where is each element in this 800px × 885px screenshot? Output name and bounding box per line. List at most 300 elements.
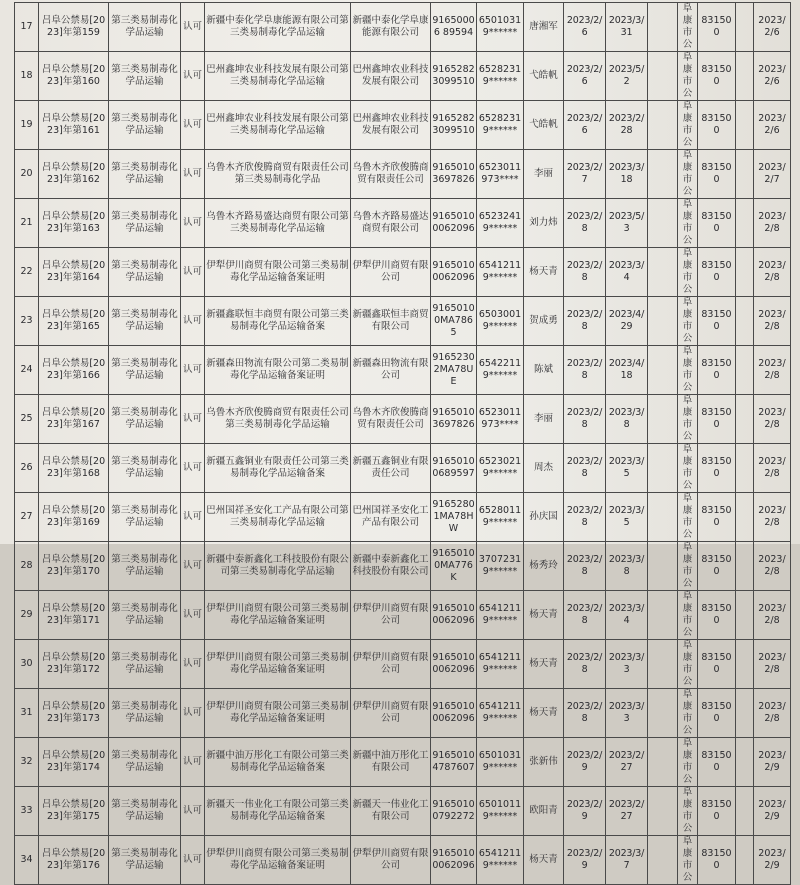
permit-title: 新疆中泰化学阜康能源有限公司第三类易制毒化学品运输 [205,3,351,52]
row-number: 23 [15,297,39,346]
id-number: 6528231 9****** [477,52,524,101]
start-date: 2023/2/8 [564,444,606,493]
blank-cell [648,689,678,738]
blank-cell [648,346,678,395]
issued-date: 2023/2/8 [754,199,791,248]
authority: 阜康市公 [678,689,698,738]
credit-code: 91650006 89594 [431,3,477,52]
permit-type: 认可 [181,248,205,297]
start-date: 2023/2/8 [564,346,606,395]
permit-type: 认可 [181,150,205,199]
table-row [15,395,791,444]
start-date: 2023/2/6 [564,101,606,150]
authority: 阜康市公 [678,836,698,885]
license-number: 吕阜公禁易[2023]年第163 [39,199,109,248]
authority: 阜康市公 [678,542,698,591]
issued-date: 2023/2/9 [754,787,791,836]
region-code: 831500 [698,297,736,346]
issued-date: 2023/2/8 [754,395,791,444]
permit-title: 伊犁伊川商贸有限公司第三类易制毒化学品运输备案证明 [205,591,351,640]
enterprise-name: 伊犁伊川商贸有限公司 [351,836,431,885]
permit-type: 认可 [181,787,205,836]
id-number: 6501031 9****** [477,738,524,787]
table-row [15,101,791,150]
issued-date: 2023/2/8 [754,591,791,640]
person-name: 唐湘军 [524,3,564,52]
permit-category: 第三类易制毒化学品运输 [109,444,181,493]
enterprise-name: 新疆中油万彤化工有限公司 [351,738,431,787]
region-code: 831500 [698,836,736,885]
authority: 阜康市公 [678,591,698,640]
blank-cell [648,150,678,199]
permit-category: 第三类易制毒化学品运输 [109,101,181,150]
table-row [15,640,791,689]
row-number: 34 [15,836,39,885]
blank-cell [648,395,678,444]
permit-title: 伊犁伊川商贸有限公司第三类易制毒化学品运输备案证明 [205,640,351,689]
permit-type: 认可 [181,395,205,444]
permit-category: 第三类易制毒化学品运输 [109,52,181,101]
end-date: 2023/3/18 [606,150,648,199]
row-number: 30 [15,640,39,689]
permit-category: 第三类易制毒化学品运输 [109,248,181,297]
issued-date: 2023/2/6 [754,101,791,150]
blank-cell [736,542,754,591]
region-code: 831500 [698,3,736,52]
id-number: 6503001 9****** [477,297,524,346]
authority: 阜康市公 [678,346,698,395]
license-number: 吕阜公禁易[2023]年第160 [39,52,109,101]
blank-cell [648,787,678,836]
license-number: 吕阜公禁易[2023]年第173 [39,689,109,738]
authority: 阜康市公 [678,738,698,787]
blank-cell [648,199,678,248]
blank-cell [736,640,754,689]
row-number: 31 [15,689,39,738]
permit-type: 认可 [181,542,205,591]
end-date: 2023/3/3 [606,689,648,738]
credit-code: 9165010 0062096 [431,689,477,738]
row-number: 20 [15,150,39,199]
row-number: 22 [15,248,39,297]
end-date: 2023/2/27 [606,787,648,836]
license-number: 吕阜公禁易[2023]年第162 [39,150,109,199]
permit-title: 乌鲁木齐欣俊腾商贸有限责任公司第三类易制毒化学品运输 [205,395,351,444]
license-number: 吕阜公禁易[2023]年第174 [39,738,109,787]
credit-code: 9165282 3099510 [431,52,477,101]
region-code: 831500 [698,346,736,395]
id-number: 6501011 9****** [477,787,524,836]
permit-category: 第三类易制毒化学品运输 [109,836,181,885]
credit-code: 9165010 0062096 [431,836,477,885]
permit-title: 新疆中油万彤化工有限公司第三类易制毒化学品运输备案 [205,738,351,787]
row-number: 33 [15,787,39,836]
credit-code: 9165280 1MA78HW [431,493,477,542]
credit-code: 9165010 0MA7865 [431,297,477,346]
permit-title: 伊犁伊川商贸有限公司第三类易制毒化学品运输备案证明 [205,836,351,885]
table-row [15,199,791,248]
permit-title: 新疆五鑫铜业有限责任公司第三类易制毒化学品运输备案 [205,444,351,493]
id-number: 6541211 9****** [477,689,524,738]
permit-type: 认可 [181,52,205,101]
blank-cell [648,444,678,493]
table-row [15,493,791,542]
permit-category: 第三类易制毒化学品运输 [109,542,181,591]
issued-date: 2023/2/8 [754,640,791,689]
issued-date: 2023/2/9 [754,836,791,885]
license-number: 吕阜公禁易[2023]年第159 [39,3,109,52]
region-code: 831500 [698,640,736,689]
license-number: 吕阜公禁易[2023]年第166 [39,346,109,395]
enterprise-name: 乌鲁木齐路易盛达商贸有限公司 [351,199,431,248]
enterprise-name: 新疆森田物流有限公司 [351,346,431,395]
end-date: 2023/3/4 [606,248,648,297]
permit-type: 认可 [181,689,205,738]
credit-code: 9165282 3099510 [431,101,477,150]
blank-cell [648,738,678,787]
end-date: 2023/3/5 [606,493,648,542]
region-code: 831500 [698,199,736,248]
permit-category: 第三类易制毒化学品运输 [109,297,181,346]
end-date: 2023/4/18 [606,346,648,395]
blank-cell [736,346,754,395]
credit-code: 9165010 0062096 [431,199,477,248]
blank-cell [736,395,754,444]
id-number: 6523011 973**** [477,395,524,444]
blank-cell [736,52,754,101]
permit-title: 新疆中泰新鑫化工科技股份有限公司第三类易制毒化学品运输 [205,542,351,591]
permit-category: 第三类易制毒化学品运输 [109,199,181,248]
start-date: 2023/2/8 [564,248,606,297]
region-code: 831500 [698,542,736,591]
table-row [15,444,791,493]
license-number: 吕阜公禁易[2023]年第171 [39,591,109,640]
blank-cell [736,150,754,199]
id-number: 6523241 9****** [477,199,524,248]
permit-title: 巴州国祥圣安化工产品有限公司第三类易制毒化学品运输 [205,493,351,542]
license-number: 吕阜公禁易[2023]年第167 [39,395,109,444]
permit-type: 认可 [181,836,205,885]
start-date: 2023/2/8 [564,689,606,738]
table-row [15,689,791,738]
end-date: 2023/3/8 [606,542,648,591]
id-number: 6501031 9****** [477,3,524,52]
person-name: 李丽 [524,395,564,444]
person-name: 欧阳青 [524,787,564,836]
permit-title: 伊犁伊川商贸有限公司第三类易制毒化学品运输备案证明 [205,248,351,297]
permit-title: 新疆天一伟业化工有限公司第三类易制毒化学品运输备案 [205,787,351,836]
person-name: 周杰 [524,444,564,493]
blank-cell [736,199,754,248]
license-number: 吕阜公禁易[2023]年第169 [39,493,109,542]
issued-date: 2023/2/9 [754,738,791,787]
enterprise-name: 乌鲁木齐欣俊腾商贸有限责任公司 [351,395,431,444]
id-number: 6523011 973**** [477,150,524,199]
authority: 阜康市公 [678,248,698,297]
permit-title: 新疆森田物流有限公司第二类易制毒化学品运输备案证明 [205,346,351,395]
enterprise-name: 新疆中泰新鑫化工科技股份有限公司 [351,542,431,591]
authority: 阜康市公 [678,101,698,150]
person-name: 杨天青 [524,689,564,738]
end-date: 2023/3/4 [606,591,648,640]
person-name: 贺成勇 [524,297,564,346]
end-date: 2023/5/2 [606,52,648,101]
id-number: 6528231 9****** [477,101,524,150]
credit-code: 9165010 0792272 [431,787,477,836]
license-number: 吕阜公禁易[2023]年第176 [39,836,109,885]
id-number: 6541211 9****** [477,591,524,640]
person-name: 杨天青 [524,591,564,640]
permit-category: 第三类易制毒化学品运输 [109,689,181,738]
blank-cell [648,297,678,346]
enterprise-name: 新疆中泰化学阜康能源有限公司 [351,3,431,52]
blank-cell [648,52,678,101]
start-date: 2023/2/6 [564,3,606,52]
person-name: 弋皓帆 [524,101,564,150]
id-number: 6541211 9****** [477,836,524,885]
region-code: 831500 [698,787,736,836]
credit-code: 9165010 3697826 [431,150,477,199]
start-date: 2023/2/8 [564,640,606,689]
license-number: 吕阜公禁易[2023]年第164 [39,248,109,297]
row-number: 28 [15,542,39,591]
end-date: 2023/4/29 [606,297,648,346]
id-number: 6523021 9****** [477,444,524,493]
authority: 阜康市公 [678,3,698,52]
enterprise-name: 新疆鑫联恒丰商贸有限公司 [351,297,431,346]
start-date: 2023/2/9 [564,787,606,836]
table-body [15,3,791,885]
blank-cell [648,101,678,150]
enterprise-name: 巴州鑫坤农业科技发展有限公司 [351,101,431,150]
table-row [15,836,791,885]
issued-date: 2023/2/8 [754,248,791,297]
permit-category: 第三类易制毒化学品运输 [109,787,181,836]
table-row [15,591,791,640]
authority: 阜康市公 [678,52,698,101]
start-date: 2023/2/8 [564,199,606,248]
permit-type: 认可 [181,493,205,542]
authority: 阜康市公 [678,787,698,836]
authority: 阜康市公 [678,444,698,493]
start-date: 2023/2/6 [564,52,606,101]
license-number: 吕阜公禁易[2023]年第170 [39,542,109,591]
issued-date: 2023/2/8 [754,493,791,542]
start-date: 2023/2/8 [564,493,606,542]
blank-cell [648,591,678,640]
row-number: 32 [15,738,39,787]
region-code: 831500 [698,591,736,640]
blank-cell [736,101,754,150]
license-number: 吕阜公禁易[2023]年第175 [39,787,109,836]
permit-category: 第三类易制毒化学品运输 [109,346,181,395]
issued-date: 2023/2/8 [754,346,791,395]
permit-title: 乌鲁木齐欣俊腾商贸有限责任公司第三类易制毒化学品 [205,150,351,199]
blank-cell [736,444,754,493]
authority: 阜康市公 [678,395,698,444]
row-number: 26 [15,444,39,493]
issued-date: 2023/2/6 [754,3,791,52]
authority: 阜康市公 [678,199,698,248]
end-date: 2023/2/28 [606,101,648,150]
end-date: 2023/3/5 [606,444,648,493]
permit-title: 巴州鑫坤农业科技发展有限公司第三类易制毒化学品运输 [205,52,351,101]
authority: 阜康市公 [678,297,698,346]
region-code: 831500 [698,493,736,542]
table-row [15,150,791,199]
blank-cell [736,297,754,346]
license-number: 吕阜公禁易[2023]年第168 [39,444,109,493]
credit-code: 9165230 2MA78UE [431,346,477,395]
permit-type: 认可 [181,199,205,248]
blank-cell [648,542,678,591]
row-number: 19 [15,101,39,150]
permit-category: 第三类易制毒化学品运输 [109,493,181,542]
id-number: 6528011 9****** [477,493,524,542]
license-number: 吕阜公禁易[2023]年第172 [39,640,109,689]
blank-cell [736,3,754,52]
permit-title: 新疆鑫联恒丰商贸有限公司第三类易制毒化学品运输备案 [205,297,351,346]
row-number: 18 [15,52,39,101]
permit-category: 第三类易制毒化学品运输 [109,395,181,444]
credit-code: 9165010 0062096 [431,248,477,297]
row-number: 24 [15,346,39,395]
person-name: 陈斌 [524,346,564,395]
person-name: 弋皓帆 [524,52,564,101]
blank-cell [736,738,754,787]
row-number: 25 [15,395,39,444]
region-code: 831500 [698,395,736,444]
permit-title: 乌鲁木齐路易盛达商贸有限公司第三类易制毒化学品运输 [205,199,351,248]
blank-cell [736,689,754,738]
table-row [15,248,791,297]
enterprise-name: 新疆五鑫铜业有限责任公司 [351,444,431,493]
start-date: 2023/2/9 [564,738,606,787]
person-name: 张新伟 [524,738,564,787]
end-date: 2023/3/8 [606,395,648,444]
permit-category: 第三类易制毒化学品运输 [109,3,181,52]
license-number: 吕阜公禁易[2023]年第165 [39,297,109,346]
end-date: 2023/3/31 [606,3,648,52]
region-code: 831500 [698,689,736,738]
table-row [15,297,791,346]
blank-cell [648,493,678,542]
table-row [15,346,791,395]
person-name: 孙庆国 [524,493,564,542]
person-name: 刘力炜 [524,199,564,248]
credit-code: 9165010 3697826 [431,395,477,444]
start-date: 2023/2/8 [564,395,606,444]
end-date: 2023/5/3 [606,199,648,248]
start-date: 2023/2/8 [564,297,606,346]
row-number: 21 [15,199,39,248]
issued-date: 2023/2/8 [754,542,791,591]
id-number: 6542211 9****** [477,346,524,395]
table-row [15,542,791,591]
end-date: 2023/2/27 [606,738,648,787]
id-number: 6541211 9****** [477,248,524,297]
start-date: 2023/2/8 [564,542,606,591]
authority: 阜康市公 [678,150,698,199]
issued-date: 2023/2/6 [754,52,791,101]
person-name: 杨秀玲 [524,542,564,591]
blank-cell [648,3,678,52]
enterprise-name: 伊犁伊川商贸有限公司 [351,248,431,297]
enterprise-name: 伊犁伊川商贸有限公司 [351,640,431,689]
blank-cell [648,248,678,297]
region-code: 831500 [698,248,736,297]
enterprise-name: 伊犁伊川商贸有限公司 [351,689,431,738]
enterprise-name: 乌鲁木齐欣俊腾商贸有限责任公司 [351,150,431,199]
person-name: 杨天青 [524,836,564,885]
region-code: 831500 [698,52,736,101]
issued-date: 2023/2/7 [754,150,791,199]
permit-type: 认可 [181,591,205,640]
permit-type: 认可 [181,346,205,395]
permit-type: 认可 [181,444,205,493]
permit-type: 认可 [181,3,205,52]
blank-cell [736,248,754,297]
person-name: 杨天青 [524,248,564,297]
table-row [15,787,791,836]
start-date: 2023/2/9 [564,836,606,885]
enterprise-name: 巴州国祥圣安化工产品有限公司 [351,493,431,542]
person-name: 李丽 [524,150,564,199]
authority: 阜康市公 [678,640,698,689]
credit-code: 9165010 4787607 [431,738,477,787]
region-code: 831500 [698,101,736,150]
row-number: 17 [15,3,39,52]
issued-date: 2023/2/8 [754,689,791,738]
permit-category: 第三类易制毒化学品运输 [109,591,181,640]
enterprise-name: 巴州鑫坤农业科技发展有限公司 [351,52,431,101]
blank-cell [736,591,754,640]
blank-cell [648,640,678,689]
permit-type: 认可 [181,101,205,150]
region-code: 831500 [698,150,736,199]
start-date: 2023/2/8 [564,591,606,640]
table-row [15,3,791,52]
permit-category: 第三类易制毒化学品运输 [109,738,181,787]
table-row [15,52,791,101]
enterprise-name: 新疆天一伟业化工有限公司 [351,787,431,836]
blank-cell [736,836,754,885]
credit-code: 9165010 0MA776K [431,542,477,591]
permit-category: 第三类易制毒化学品运输 [109,150,181,199]
issued-date: 2023/2/8 [754,297,791,346]
blank-cell [648,836,678,885]
credit-code: 9165010 0062096 [431,591,477,640]
permit-type: 认可 [181,640,205,689]
credit-code: 9165010 0062096 [431,640,477,689]
row-number: 27 [15,493,39,542]
permit-title: 巴州鑫坤农业科技发展有限公司第三类易制毒化学品运输 [205,101,351,150]
person-name: 杨天青 [524,640,564,689]
table-row [15,738,791,787]
region-code: 831500 [698,738,736,787]
id-number: 3707231 9****** [477,542,524,591]
permit-register-table [14,2,791,885]
permit-type: 认可 [181,297,205,346]
blank-cell [736,493,754,542]
credit-code: 9165010 0689597 [431,444,477,493]
license-number: 吕阜公禁易[2023]年第161 [39,101,109,150]
enterprise-name: 伊犁伊川商贸有限公司 [351,591,431,640]
end-date: 2023/3/7 [606,836,648,885]
row-number: 29 [15,591,39,640]
blank-cell [736,787,754,836]
permit-title: 伊犁伊川商贸有限公司第三类易制毒化学品运输备案证明 [205,689,351,738]
